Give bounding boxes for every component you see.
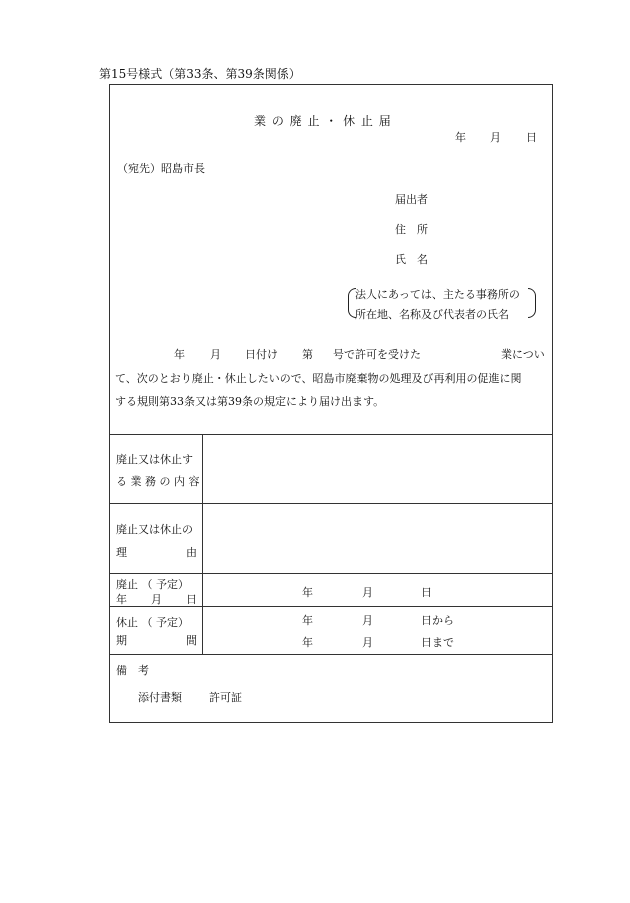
corp-note-line-2: 所在地、名称及び代表者の氏名 (355, 308, 509, 321)
name-label: 氏 名 (395, 253, 428, 266)
date-day: 日 (526, 131, 537, 144)
body-line1-end: 業につい (501, 348, 545, 361)
suspend-from-year: 年 (302, 614, 313, 627)
body-month: 月 (210, 348, 221, 361)
suspend-label-line-1: 休止 （ 予定） (116, 616, 189, 629)
date-month: 月 (490, 131, 501, 144)
abolish-label-day: 日 (186, 593, 197, 606)
reason-label-ri: 理 (116, 546, 127, 559)
suspend-to-day: 日まで (421, 636, 454, 649)
remarks-label: 備 考 (116, 664, 149, 677)
body-permit: 号で許可を受けた (333, 348, 421, 361)
date-year: 年 (455, 131, 466, 144)
suspend-to-year: 年 (302, 636, 313, 649)
suspend-to-month: 月 (362, 636, 373, 649)
content-label-line-2: る 業 務 の 内 容 (116, 475, 200, 488)
attachments-label: 添付書類 (138, 691, 182, 704)
abolish-year: 年 (302, 586, 313, 599)
applicant-label: 届出者 (395, 193, 428, 206)
address-label: 住 所 (395, 223, 428, 236)
corp-note-line-1: 法人にあっては、主たる事務所の (355, 288, 520, 301)
content-label-line-1: 廃止又は休止す (116, 453, 193, 466)
abolish-month: 月 (362, 586, 373, 599)
suspend-label-kan: 間 (186, 634, 197, 647)
right-bracket (528, 288, 536, 318)
row-divider-1 (109, 503, 553, 504)
form-title: 業 の 廃 止 ・ 休 止 届 (254, 114, 392, 128)
table-top-line (109, 434, 553, 435)
row-divider-2 (109, 573, 553, 574)
abolish-label-line-1: 廃止 （ 予定） (116, 578, 189, 591)
body-line-3: する規則第33条又は第39条の規定により届け出ます。 (115, 395, 385, 408)
body-dai: 第 (302, 348, 313, 361)
reason-label-line-1: 廃止又は休止の (116, 523, 193, 536)
abolish-day: 日 (421, 586, 432, 599)
suspend-from-month: 月 (362, 614, 373, 627)
body-year: 年 (174, 348, 185, 361)
suspend-label-ki: 期 (116, 634, 127, 647)
form-number: 第15号様式（第33条、第39条関係） (99, 67, 301, 81)
suspend-from-day: 日から (421, 614, 454, 627)
abolish-label-month: 月 (151, 593, 162, 606)
body-line-2: て、次のとおり廃止・休止したいので、昭島市廃棄物の処理及び再利用の促進に関 (115, 372, 522, 385)
label-column-divider (202, 434, 203, 654)
body-dated: 日付け (245, 348, 278, 361)
reason-label-yu: 由 (186, 546, 197, 559)
attachments-value: 許可証 (209, 691, 242, 704)
abolish-label-year: 年 (116, 593, 127, 606)
row-divider-3 (109, 606, 553, 607)
row-divider-4 (109, 654, 553, 655)
addressee: （宛先）昭島市長 (117, 162, 205, 175)
